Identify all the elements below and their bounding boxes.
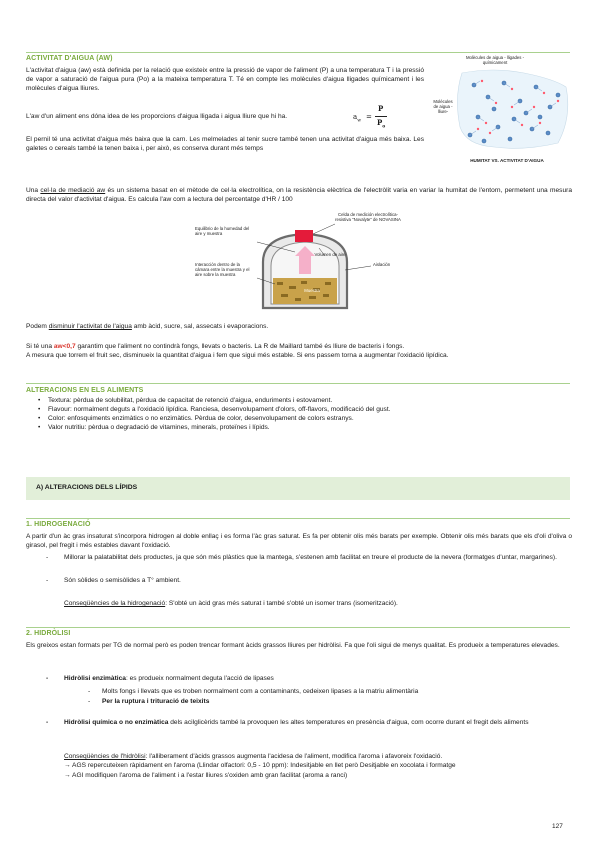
paragraph-measurement-cell xyxy=(26,186,572,204)
fig2-label-air-volume: Volumen de aire xyxy=(314,252,346,257)
formula-lhs-sub: w xyxy=(357,118,362,124)
p4-text-b: és un sistema basat en el mètode de cel·la electrolítica, on la resistència elèctrica de l'electròlit varia en variar la humitat de l'entorn, permetent una mesura directa del valor d'activitat d'aigua. Es calcula l'aw com a lectura del percentatge d'HR / 100 xyxy=(26,187,572,203)
list-item: • Flavour: normalment deguts a l'oxidació lipídica. Ranciesa, desenvolupament d'olors, off-flavors, modificació del gust. xyxy=(36,405,566,414)
band-title: A) ALTERACIONS DELS LÍPIDS xyxy=(36,484,138,491)
fig2-label-insulation: Aislación xyxy=(373,262,391,267)
fig2-label-interaction: Interacción dentro de la cámara entre la muestra y el aire sobre la muestra xyxy=(195,262,250,277)
hydrolysis-consequences-text: : l'alliberament d'àcids grassos augmenta l'acidesa de l'aliment, modifica l'aroma i afavoreix l'oxidació. xyxy=(145,753,443,760)
paragraph-reduce-aw xyxy=(26,322,572,331)
list-item: • Valor nutritiu: pèrdua o degradació de vitamines, minerals, proteïnes i lípids. xyxy=(36,423,566,432)
section-title-hydrolysis: 2. HIDRÒLISI xyxy=(26,630,71,637)
section-rule xyxy=(26,383,570,384)
hydrogenation-point-2: Són sòlides o semisòlides a T° ambient. xyxy=(64,577,181,584)
paragraph-aw-threshold xyxy=(26,342,572,351)
hydrolysis-arrow-agi: → AGI modifiquen l'aroma de l'aliment i a l'estar lliures s'oxiden amb gran facilitat (aroma a ranci) xyxy=(64,772,348,779)
paragraph-hydrolysis: Els greixos estan formats per TG de normal però es poden trencar formant àcids grassos lliures per hidròlisi. Fa que l'oli sigui de menys qualitat. Es produeix a temperatures elevades. xyxy=(26,642,560,649)
fig1-label-free: Molècules de aigua - lliure- xyxy=(433,99,453,114)
section-title-alterations: ALTERACIONS EN ELS ALIMENTS xyxy=(26,387,144,394)
enzymatic-sub-2: Per la ruptura i trituració de teixits xyxy=(102,698,210,705)
figure-humidity-vs-aw xyxy=(432,55,572,165)
list-item: • Textura: pèrdua de solubilitat, pèrdua de capacitat de retenció d'aigua, enduriments i estovament. xyxy=(36,396,566,405)
p5-text-b: amb àcid, sucre, sal, assecats i evaporacions. xyxy=(131,323,269,330)
hydrolysis-consequences-link[interactable]: Conseqüències de l'hidròlisi xyxy=(64,753,146,760)
hydrogenation-consequences-text: : S'obté un àcid gras més saturat i també s'obté un isomer trans (isomerització). xyxy=(165,600,398,607)
hydrolysis-consequences xyxy=(64,752,572,761)
fig2-label-cell: Celda de medición electrolítica-resistiva "Novalyte" de NOVASINA xyxy=(335,212,401,222)
section-title-water-activity: ACTIVITAT D'AIGUA (AW) xyxy=(26,55,113,62)
figure-measurement-cell xyxy=(195,212,417,312)
fig2-label-sample: Muestra xyxy=(304,288,320,293)
p6-red: aw<0,7 xyxy=(53,343,76,350)
paragraph-aw-definition: L'activitat d'aigua (aw) està definida per la relació que existeix entre la pressió de vapor de l'aliment (P) a una temperatura T i la pressió de vapor a saturació de l'aigua pura (Po) a la mateixa temperatura T. Té en compte les molècules d'aigua lligades químicament i les molècules d'aigua lliures. xyxy=(26,67,424,92)
formula-bar xyxy=(375,116,387,117)
paragraph-hydrogenation: A partir d'un àc gras insaturat s'incorpora hidrogen al doble enllaç i es forma l'àc gras saturat. Es fa per obtenir olis més barats per exemple. Obtenir olis més barats que els d'oli d'oliva o girasol, pel fregit i més estables davant l'oxidació. xyxy=(26,533,572,549)
section-title-hydrogenation: 1. HIDROGENACIÓ xyxy=(26,521,91,528)
alterations-list xyxy=(36,396,566,432)
aw-formula xyxy=(353,104,403,130)
p4-text-a: Una xyxy=(26,187,41,194)
section-rule xyxy=(26,627,570,628)
dash-marker: - xyxy=(88,698,91,705)
dash-marker: - xyxy=(88,688,91,695)
enzymatic-sub-1: Molts fongs i llevats que es troben normalment com a contaminants, cedeixen lipases a la matriu alimentària xyxy=(102,688,419,695)
section-rule xyxy=(26,52,570,53)
chemical-hydrolysis xyxy=(64,718,572,727)
fig1-caption: HUMITAT VS. ACTIVITAT D'AIGUA xyxy=(470,158,544,163)
fig1-molecule-diagram xyxy=(454,67,572,151)
p5-link[interactable]: disminuir l'activitat de l'aigua xyxy=(48,323,132,330)
fig2-label-equilibrium: Equilibrio de la humedad del aire y muestra xyxy=(195,226,250,236)
page-number: 127 xyxy=(552,823,563,830)
p6-text-a: Si té una xyxy=(26,343,54,350)
paragraph-aw-examples: El pernil té una activitat d'aigua més baixa que la carn. Les melmelades al tenir sucre també tenen una activitat d'aigua més baixa. Les galetes o cereals també la tenen baixa i, per això, es conserva durant més temps xyxy=(26,136,424,152)
dash-marker: - xyxy=(46,675,49,682)
hydrolysis-arrow-ags: → AGS repercuteixen ràpidament en l'aroma (Llindar olfactori: 0,5 - 10 ppm): Indesitjable en llet però Desitjable en xocolata i formatge xyxy=(64,762,456,769)
hydrogenation-consequences-link[interactable]: Conseqüències de la hidrogenació xyxy=(64,600,166,607)
hydrogenation-consequences xyxy=(64,599,572,608)
paragraph-roasting: A mesura que torrem el fruit sec, disminueix la quantitat d'aigua i fem que sigui més estable. Si ens passem torna a augmentar l'oxidació lipídica. xyxy=(26,352,449,359)
hydrogenation-point-1: Millorar la palatabilitat dels productes, ja que són més plàstics que la mantega, s'estenen amb facilitat en treure el producte de la nevera (formatges d'untar, margarines). xyxy=(64,554,557,561)
fig1-label-bound: Molècules de aigua - lligades - químicament xyxy=(465,55,525,65)
section-rule xyxy=(26,518,570,519)
formula-lhs: a xyxy=(353,113,358,121)
chemical-hydrolysis-title: Hidròlisi química o no enzimàtica xyxy=(64,719,169,726)
formula-denominator: P xyxy=(377,118,383,127)
formula-numerator: P xyxy=(378,104,384,113)
formula-equals: = xyxy=(366,113,372,121)
p5-text-a: Podem xyxy=(26,323,49,330)
list-item: • Color: enfosquiments enzimàtics o no enzimàtics. Pèrdua de color, desenvolupament de colors estranys. xyxy=(36,414,566,423)
dash-marker: - xyxy=(46,554,49,561)
chemical-hydrolysis-text: dels acilglicèrids també la provoquen les altes temperatures en presència d'aigua, com ocorre durant el fregit dels aliments xyxy=(168,719,529,726)
dash-marker: - xyxy=(46,577,49,584)
dash-marker: - xyxy=(46,719,49,726)
enzymatic-hydrolysis-title: Hidròlisi enzimàtica xyxy=(64,675,126,682)
enzymatic-hydrolysis-text: : es produeix normalment deguta l'acció de lipases xyxy=(125,675,274,682)
enzymatic-hydrolysis xyxy=(64,674,572,683)
p6-text-b: garantim que l'aliment no contindrà fongs, llevats o bacteris. La R de Maillard també és lliure de bacteris i fongs. xyxy=(75,343,405,350)
paragraph-aw-proportions: L'aw d'un aliment ens dóna idea de les proporcions d'aigua lligada i aigua lliure que hi ha. xyxy=(26,113,288,120)
p4-link[interactable]: cel·la de mediació aw xyxy=(40,187,106,194)
formula-denominator-sub: o xyxy=(382,124,386,130)
